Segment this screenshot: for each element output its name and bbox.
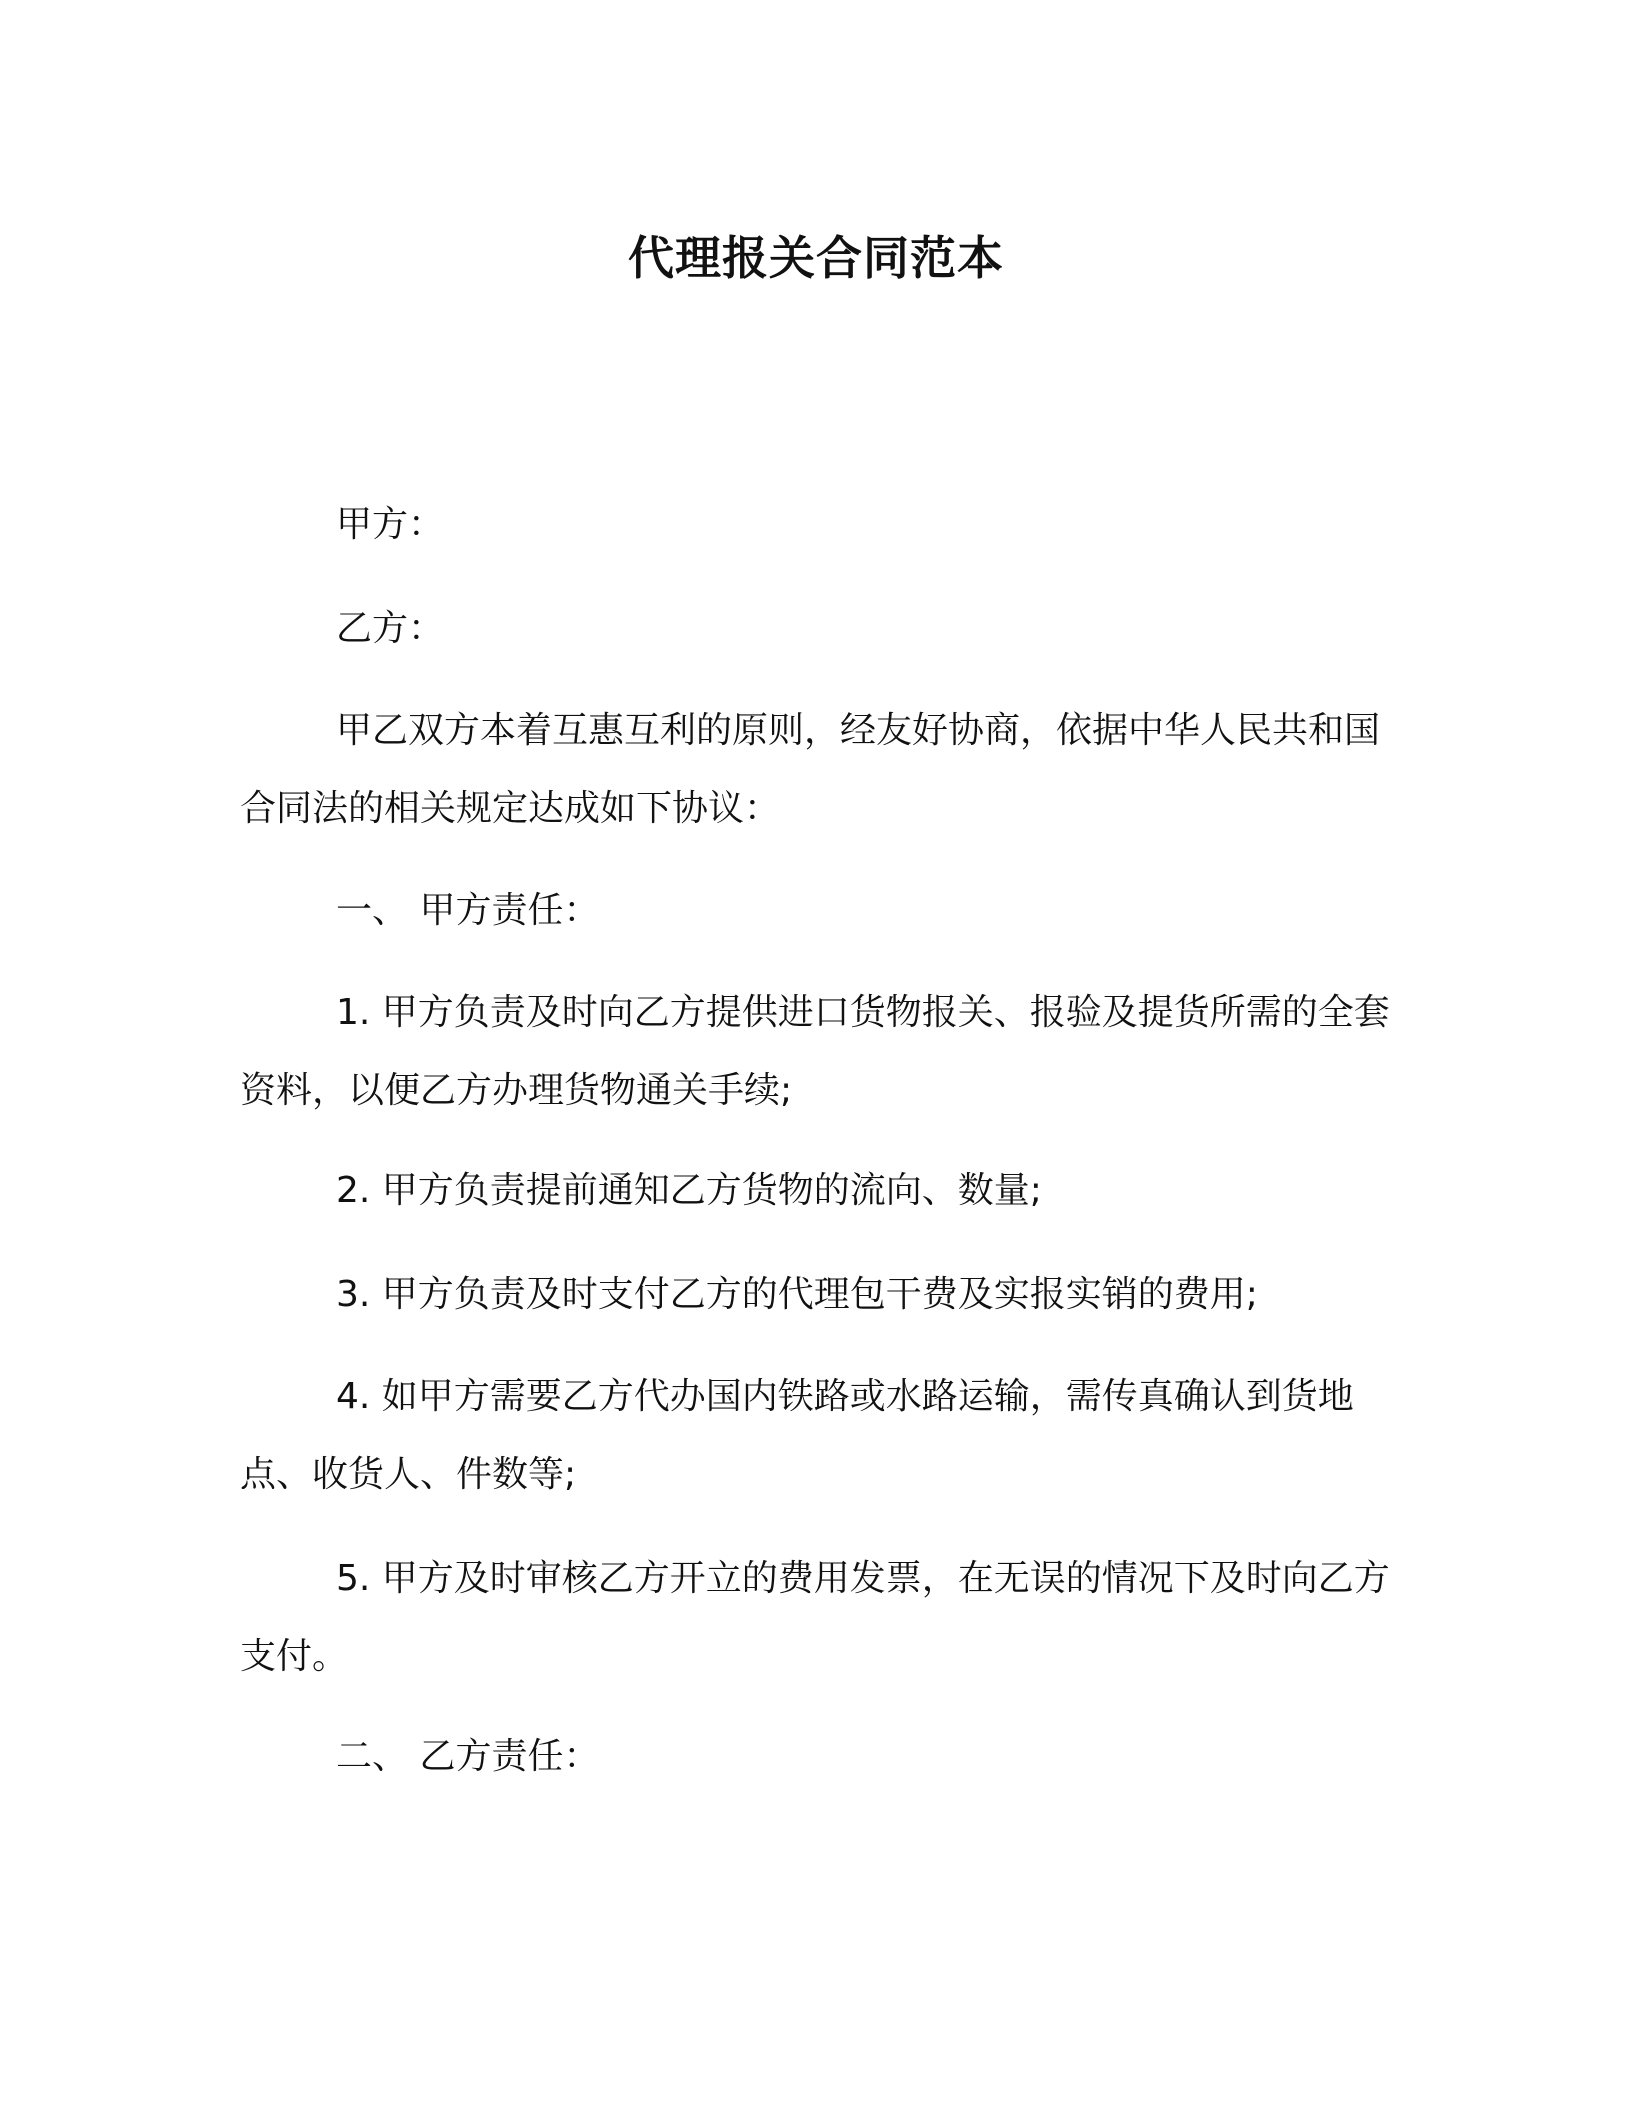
section-1-item-1: 1. 甲方负责及时向乙方提供进口货物报关、报验及提货所需的全套资料，以便乙方办理货物通关手续; (240, 992, 1390, 1111)
party-b-label: 乙方： (336, 608, 445, 649)
section-1-item-5: 5. 甲方及时审核乙方开立的费用发票，在无误的情况下及时向乙方支付。 (240, 1558, 1390, 1677)
section-1-item-3: 3. 甲方负责及时支付乙方的代理包干费及实报实销的费用; (336, 1274, 1258, 1315)
document-title: 代理报关合同范本 (628, 231, 1004, 285)
section-2-heading: 二、 乙方责任： (336, 1736, 600, 1777)
section-1-item-2: 2. 甲方负责提前通知乙方货物的流向、数量; (336, 1170, 1042, 1211)
section-1-item-4: 4. 如甲方需要乙方代办国内铁路或水路运输，需传真确认到货地点、收货人、件数等; (240, 1376, 1354, 1495)
intro-paragraph: 甲乙双方本着互惠互利的原则，经友好协商，依据中华人民共和国合同法的相关规定达成如下协议： (240, 710, 1381, 829)
party-a-label: 甲方： (336, 504, 445, 545)
section-1-heading: 一、 甲方责任： (336, 890, 600, 931)
